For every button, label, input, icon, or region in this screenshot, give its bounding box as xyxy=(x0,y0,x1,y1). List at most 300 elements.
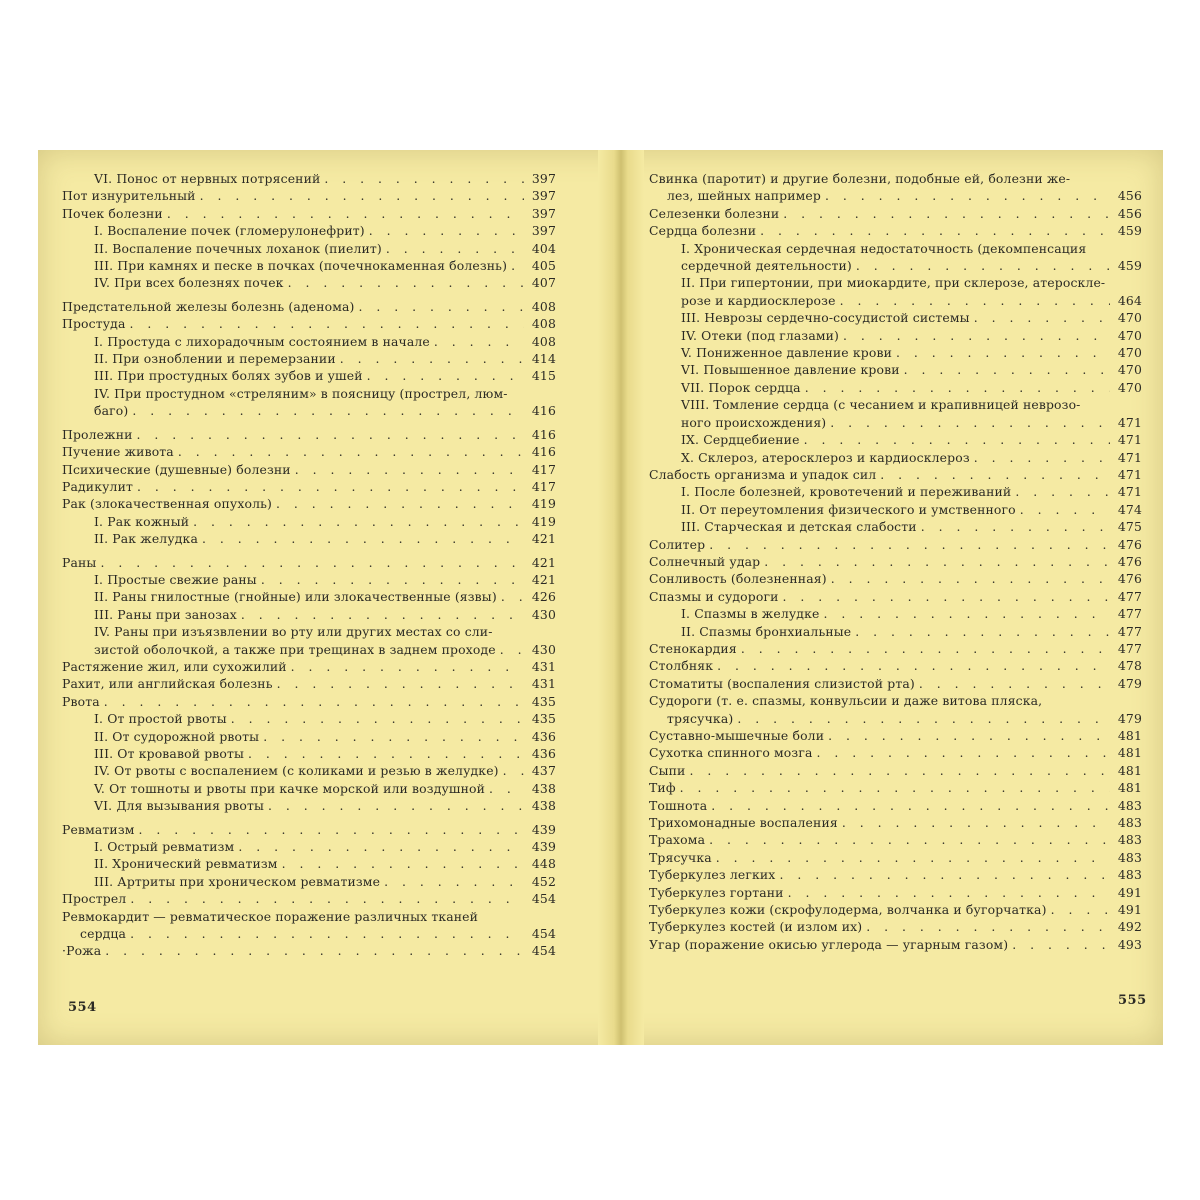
entry-text: Селезенки болезни xyxy=(649,205,780,221)
leader-dots xyxy=(840,292,1110,309)
leader-dots xyxy=(741,640,1110,657)
entry-text-continuation: баго) xyxy=(94,403,129,419)
leader-dots xyxy=(434,333,524,350)
index-entry xyxy=(649,901,1142,918)
entry-page-number: 470 xyxy=(1117,310,1142,326)
index-entry xyxy=(649,553,1142,570)
entry-text: Рак (злокачественная опухоль) xyxy=(62,496,273,512)
entry-text: Туберкулез гортани xyxy=(649,884,784,900)
leader-dots xyxy=(132,402,524,419)
entry-text: Раны xyxy=(62,554,97,570)
entry-text: IV. Отеки (под глазами) xyxy=(681,327,840,343)
leader-dots xyxy=(282,855,524,872)
index-entry xyxy=(62,658,556,675)
leader-dots xyxy=(828,727,1110,744)
index-entry xyxy=(62,606,556,623)
entry-text: V. Пониженное давление крови xyxy=(681,345,892,361)
index-entry xyxy=(649,309,1142,326)
index-entry xyxy=(649,536,1142,553)
index-entry xyxy=(62,333,556,350)
index-entry xyxy=(649,831,1142,848)
entry-text: II. Воспаление почечных лоханок (пиелит) xyxy=(94,240,382,256)
entry-page-number: 481 xyxy=(1117,762,1142,778)
leader-dots xyxy=(823,605,1110,622)
entry-page-number: 430 xyxy=(531,606,556,622)
entry-page-number: 435 xyxy=(531,711,556,727)
leader-dots xyxy=(711,797,1110,814)
entry-page-number: 476 xyxy=(1117,536,1142,552)
index-entry xyxy=(649,675,1142,692)
entry-page-number: 397 xyxy=(531,188,556,204)
leader-dots xyxy=(825,187,1110,204)
entry-text-continuation: ного происхождения) xyxy=(681,414,827,430)
index-entry xyxy=(649,814,1142,831)
entry-page-number: 435 xyxy=(531,693,556,709)
index-entry xyxy=(62,942,556,959)
entry-text: II. От судорожной рвоты xyxy=(94,728,260,744)
leader-dots xyxy=(268,797,524,814)
index-entry xyxy=(62,571,556,588)
entry-text: II. При озноблении и перемерзании xyxy=(94,351,336,367)
leader-dots xyxy=(277,675,524,692)
entry-text: I. После болезней, кровотечений и переживаний xyxy=(681,484,1012,500)
index-entry xyxy=(62,443,556,460)
index-entry xyxy=(649,483,1142,500)
entry-text: IV. При всех болезнях почек xyxy=(94,275,284,291)
entry-text: Туберкулез легких xyxy=(649,867,776,883)
entry-page-number: 397 xyxy=(531,205,556,221)
entry-page-number: 419 xyxy=(531,496,556,512)
entry-text: Простуда xyxy=(62,316,126,332)
entry-page-number: 431 xyxy=(531,676,556,692)
leader-dots xyxy=(104,693,524,710)
leader-dots xyxy=(1012,936,1110,953)
index-entry xyxy=(649,222,1142,239)
entry-page-number: 475 xyxy=(1117,519,1142,535)
leader-dots xyxy=(779,866,1110,883)
entry-page-number: 471 xyxy=(1117,449,1142,465)
entry-page-number: 481 xyxy=(1117,728,1142,743)
index-entry xyxy=(62,530,556,547)
index-entry xyxy=(649,449,1142,466)
index-entry xyxy=(62,298,556,315)
entry-text: VI. Повышенное давление крови xyxy=(681,362,900,378)
entry-page-number: 414 xyxy=(531,351,556,367)
entry-text: I. Воспаление почек (гломерулонефрит) xyxy=(94,223,365,239)
entry-page-number: 426 xyxy=(531,589,556,605)
index-entry xyxy=(649,657,1142,674)
entry-page-number: 483 xyxy=(1117,797,1142,813)
index-entry xyxy=(62,257,556,274)
entry-page-number: 397 xyxy=(531,171,556,186)
index-entry xyxy=(62,350,556,367)
leader-dots xyxy=(238,838,524,855)
leader-dots xyxy=(737,710,1110,727)
entry-page-number: 454 xyxy=(531,943,556,959)
index-entry xyxy=(649,361,1142,378)
entry-page-number: 483 xyxy=(1117,849,1142,865)
entry-text: III. Артриты при хроническом ревматизме xyxy=(94,873,381,889)
index-entry xyxy=(62,780,556,797)
leader-dots xyxy=(130,890,524,907)
entry-page-number: 436 xyxy=(531,746,556,761)
entry-text: IV. При простудном «стреляним» в поясницу (прострел, люм- xyxy=(94,385,508,401)
entry-page-number: 417 xyxy=(531,478,556,494)
entry-page-number: 483 xyxy=(1117,832,1142,848)
entry-text: Свинка (паротит) и другие болезни, подобные ей, болезни же- xyxy=(649,171,1071,186)
leader-dots xyxy=(921,518,1110,535)
entry-page-number: 481 xyxy=(1117,745,1142,761)
entry-page-number: 408 xyxy=(531,298,556,314)
leader-dots xyxy=(831,570,1110,587)
leader-dots xyxy=(501,588,524,605)
index-entry xyxy=(649,727,1142,744)
entry-text: Столбняк xyxy=(649,658,714,674)
leader-dots xyxy=(359,298,524,315)
entry-text: IV. От рвоты с воспалением (с коликами и резью в желудке) xyxy=(94,763,499,779)
index-entry xyxy=(62,274,556,291)
index-entry xyxy=(62,710,556,727)
entry-page-number: 479 xyxy=(1117,675,1142,691)
entry-text: III. Раны при занозах xyxy=(94,606,237,622)
entry-page-number: 454 xyxy=(531,926,556,942)
leader-dots xyxy=(717,657,1110,674)
index-entry xyxy=(62,908,556,943)
index-entry xyxy=(62,693,556,710)
leader-dots xyxy=(804,431,1110,448)
index-entry xyxy=(62,855,556,872)
entry-page-number: 493 xyxy=(1117,936,1142,952)
index-entry xyxy=(62,478,556,495)
leader-dots xyxy=(709,831,1110,848)
leader-dots xyxy=(716,849,1110,866)
entry-text: ·Рожа xyxy=(62,943,102,959)
leader-dots xyxy=(137,478,524,495)
entry-text: VII. Порок сердца xyxy=(681,379,801,395)
entry-text: Стенокардия xyxy=(649,640,737,656)
index-entry xyxy=(649,466,1142,483)
entry-page-number: 448 xyxy=(531,856,556,872)
entry-text: III. При камнях и песке в почках (почечнокаменная болезнь) xyxy=(94,258,508,274)
entry-text: Судороги (т. е. спазмы, конвульсии и даже витова пляска, xyxy=(649,693,1043,709)
entry-text-continuation: лез, шейных например xyxy=(667,188,821,204)
leader-dots xyxy=(295,461,524,478)
leader-dots xyxy=(783,205,1110,222)
leader-dots xyxy=(856,257,1110,274)
index-entry xyxy=(649,640,1142,657)
entry-page-number: 456 xyxy=(1117,188,1142,204)
entry-page-number: 417 xyxy=(531,461,556,477)
left-page-number: 554 xyxy=(68,1000,97,1015)
entry-text: Туберкулез кожи (скрофулодерма, волчанка и бугорчатка) xyxy=(649,902,1047,918)
index-entry xyxy=(649,849,1142,866)
leader-dots xyxy=(866,918,1110,935)
leader-dots xyxy=(880,466,1110,483)
leader-dots xyxy=(1020,501,1110,518)
entry-text: Сонливость (болезненная) xyxy=(649,571,827,587)
entry-text: VIII. Томление сердца (с чесанием и крапивницей неврозо- xyxy=(681,397,1081,413)
entry-text-continuation: сердца xyxy=(80,926,127,942)
entry-page-number: 404 xyxy=(531,240,556,256)
index-entry xyxy=(62,426,556,443)
index-entry xyxy=(649,431,1142,448)
entry-page-number: 491 xyxy=(1117,902,1142,918)
index-entry xyxy=(649,379,1142,396)
entry-text: I. Острый ревматизм xyxy=(94,839,235,855)
entry-text: II. Спазмы бронхиальные xyxy=(681,623,852,639)
entry-page-number: 478 xyxy=(1117,658,1142,674)
index-entry xyxy=(649,570,1142,587)
index-entry xyxy=(649,518,1142,535)
entry-text: Пролежни xyxy=(62,426,133,442)
index-entry xyxy=(62,762,556,779)
leader-dots xyxy=(919,675,1110,692)
leader-dots xyxy=(105,942,524,959)
entry-text: III. Неврозы сердечно-сосудистой системы xyxy=(681,310,970,326)
index-entry xyxy=(649,170,1142,205)
entry-text: Суставно-мышечные боли xyxy=(649,728,825,743)
entry-page-number: 464 xyxy=(1117,292,1142,308)
entry-text-continuation: сердечной деятельности) xyxy=(681,258,852,274)
entry-text: I. Спазмы в желудке xyxy=(681,606,820,622)
leader-dots xyxy=(709,536,1110,553)
entry-text-continuation: зистой оболочкой, а также при трещинах в заднем проходе xyxy=(94,641,496,657)
leader-dots xyxy=(200,187,524,204)
right-page xyxy=(649,170,1142,953)
index-entry xyxy=(62,821,556,838)
entry-page-number: 470 xyxy=(1117,345,1142,361)
leader-dots xyxy=(783,588,1110,605)
leader-dots xyxy=(340,350,524,367)
leader-dots xyxy=(130,925,524,942)
index-entry xyxy=(649,588,1142,605)
entry-page-number: 437 xyxy=(531,763,556,779)
index-entry xyxy=(649,274,1142,309)
entry-page-number: 439 xyxy=(531,839,556,855)
right-page-number: 555 xyxy=(1118,993,1147,1008)
leader-dots xyxy=(248,745,524,762)
leader-dots xyxy=(974,449,1110,466)
entry-page-number: 454 xyxy=(531,891,556,907)
entry-page-number: 483 xyxy=(1117,815,1142,831)
entry-text: II. Раны гнилостные (гнойные) или злокачественные (язвы) xyxy=(94,589,497,605)
index-entry xyxy=(649,936,1142,953)
entry-page-number: 456 xyxy=(1117,205,1142,221)
index-entry xyxy=(62,838,556,855)
entry-page-number: 474 xyxy=(1117,501,1142,517)
entry-text: Трихомонадные воспаления xyxy=(649,815,838,831)
entry-page-number: 491 xyxy=(1117,884,1142,900)
index-entry xyxy=(62,170,556,187)
leader-dots xyxy=(1015,483,1110,500)
entry-page-number: 408 xyxy=(531,333,556,349)
entry-page-number: 415 xyxy=(531,368,556,384)
leader-dots xyxy=(167,205,524,222)
left-page xyxy=(62,170,556,960)
index-entry xyxy=(62,205,556,222)
entry-text: Солнечный удар xyxy=(649,553,761,569)
leader-dots xyxy=(139,821,524,838)
entry-page-number: 419 xyxy=(531,513,556,529)
leader-dots xyxy=(137,426,524,443)
entry-text: IV. Раны при изъязвлении во рту или других местах со сли- xyxy=(94,624,493,640)
leader-dots xyxy=(689,762,1110,779)
leader-dots xyxy=(288,274,524,291)
entry-page-number: 421 xyxy=(531,571,556,587)
entry-page-number: 477 xyxy=(1117,640,1142,656)
entry-text: Ревмокардит — ревматическое поражение различных тканей xyxy=(62,908,479,924)
entry-text: Рвота xyxy=(62,693,100,709)
index-entry xyxy=(62,797,556,814)
entry-text: I. Простуда с лихорадочным состоянием в начале xyxy=(94,333,430,349)
leader-dots xyxy=(130,315,525,332)
entry-text: Слабость организма и упадок сил xyxy=(649,466,877,482)
entry-page-number: 416 xyxy=(531,444,556,460)
leader-dots xyxy=(324,170,524,187)
leader-dots xyxy=(202,530,524,547)
index-entry xyxy=(649,779,1142,796)
entry-text: Предстательной железы болезнь (аденома) xyxy=(62,298,355,314)
index-entry xyxy=(649,866,1142,883)
index-entry xyxy=(62,240,556,257)
entry-text: Спазмы и судороги xyxy=(649,588,779,604)
leader-dots xyxy=(830,414,1110,431)
entry-text: Растяжение жил, или сухожилий xyxy=(62,658,287,674)
entry-page-number: 439 xyxy=(531,821,556,837)
index-entry xyxy=(649,327,1142,344)
index-entry xyxy=(62,588,556,605)
entry-page-number: 471 xyxy=(1117,484,1142,500)
entry-text: Пучение живота xyxy=(62,444,174,460)
index-entry xyxy=(649,396,1142,431)
entry-page-number: 481 xyxy=(1117,780,1142,796)
leader-dots xyxy=(974,309,1110,326)
entry-text: Солитер xyxy=(649,536,706,552)
entry-page-number: 470 xyxy=(1117,379,1142,395)
index-entry xyxy=(62,222,556,239)
entry-page-number: 421 xyxy=(531,554,556,570)
index-entry xyxy=(649,692,1142,727)
leader-dots xyxy=(680,779,1110,796)
entry-page-number: 477 xyxy=(1117,606,1142,622)
entry-text: I. От простой рвоты xyxy=(94,711,227,727)
leader-dots xyxy=(263,728,524,745)
entry-text: Пот изнурительный xyxy=(62,188,196,204)
leader-dots xyxy=(386,240,524,257)
entry-text: Сухотка спинного мозга xyxy=(649,745,813,761)
entry-text: Ревматизм xyxy=(62,821,135,837)
index-entry xyxy=(649,605,1142,622)
index-entry xyxy=(62,745,556,762)
leader-dots xyxy=(855,623,1110,640)
entry-page-number: 438 xyxy=(531,798,556,814)
leader-dots xyxy=(760,222,1110,239)
index-entry xyxy=(62,873,556,890)
entry-text: I. Простые свежие раны xyxy=(94,571,257,587)
leader-dots xyxy=(1051,901,1110,918)
index-entry xyxy=(62,187,556,204)
entry-text: Тиф xyxy=(649,780,676,796)
index-entry xyxy=(649,884,1142,901)
leader-dots xyxy=(500,641,524,658)
entry-text: Прострел xyxy=(62,891,127,907)
entry-text: Трахома xyxy=(649,832,706,848)
index-entry xyxy=(649,744,1142,761)
entry-text: II. Рак желудка xyxy=(94,531,198,547)
entry-text: Рахит, или английская болезнь xyxy=(62,676,273,692)
leader-dots xyxy=(788,884,1110,901)
entry-page-number: 459 xyxy=(1117,223,1142,239)
leader-dots xyxy=(764,553,1110,570)
leader-dots xyxy=(241,606,524,623)
index-entry xyxy=(649,623,1142,640)
entry-page-number: 476 xyxy=(1117,553,1142,569)
entry-page-number: 430 xyxy=(531,641,556,657)
entry-text: VI. Понос от нервных потрясений xyxy=(94,171,321,186)
leader-dots xyxy=(511,257,524,274)
entry-page-number: 477 xyxy=(1117,588,1142,604)
entry-page-number: 421 xyxy=(531,531,556,547)
index-entry xyxy=(62,513,556,530)
book-spread xyxy=(38,150,1163,1045)
entry-text: Сердца болезни xyxy=(649,223,757,239)
leader-dots xyxy=(384,873,524,890)
index-entry xyxy=(649,205,1142,222)
entry-text: III. Старческая и детская слабости xyxy=(681,519,917,535)
entry-text: Угар (поражение окисью углерода — угарным газом) xyxy=(649,936,1009,952)
entry-page-number: 438 xyxy=(531,780,556,796)
leader-dots xyxy=(503,762,524,779)
leader-dots xyxy=(178,443,524,460)
leader-dots xyxy=(843,327,1110,344)
entry-text: Тошнота xyxy=(649,797,708,813)
leader-dots xyxy=(842,814,1110,831)
entry-page-number: 452 xyxy=(531,873,556,889)
index-entry xyxy=(62,675,556,692)
entry-text: X. Склероз, атеросклероз и кардиосклероз xyxy=(681,449,970,465)
index-entry xyxy=(62,315,556,332)
entry-text: Трясучка xyxy=(649,849,712,865)
index-entry xyxy=(62,495,556,512)
leader-dots xyxy=(276,495,524,512)
entry-page-number: 479 xyxy=(1117,710,1142,726)
entry-page-number: 431 xyxy=(531,658,556,674)
entry-page-number: 483 xyxy=(1117,867,1142,883)
entry-page-number: 408 xyxy=(531,316,556,332)
entry-text: V. От тошноты и рвоты при качке морской или воздушной xyxy=(94,780,486,796)
entry-text: Сыпи xyxy=(649,762,686,778)
entry-text: II. От переутомления физического и умственного xyxy=(681,501,1016,517)
index-entry xyxy=(62,728,556,745)
entry-text: Стоматиты (воспаления слизистой рта) xyxy=(649,675,915,691)
index-entry xyxy=(649,762,1142,779)
leader-dots xyxy=(367,367,524,384)
entry-page-number: 470 xyxy=(1117,362,1142,378)
index-entry xyxy=(62,554,556,571)
entry-text: Психические (душевные) болезни xyxy=(62,461,291,477)
index-entry xyxy=(62,461,556,478)
entry-text: Почек болезни xyxy=(62,205,163,221)
entry-page-number: 405 xyxy=(531,258,556,274)
entry-text: VI. Для вызывания рвоты xyxy=(94,798,265,814)
entry-page-number: 471 xyxy=(1117,414,1142,430)
index-entry xyxy=(62,890,556,907)
index-entry xyxy=(649,797,1142,814)
leader-dots xyxy=(291,658,524,675)
entry-page-number: 436 xyxy=(531,728,556,744)
index-entry xyxy=(649,918,1142,935)
index-entry xyxy=(62,367,556,384)
